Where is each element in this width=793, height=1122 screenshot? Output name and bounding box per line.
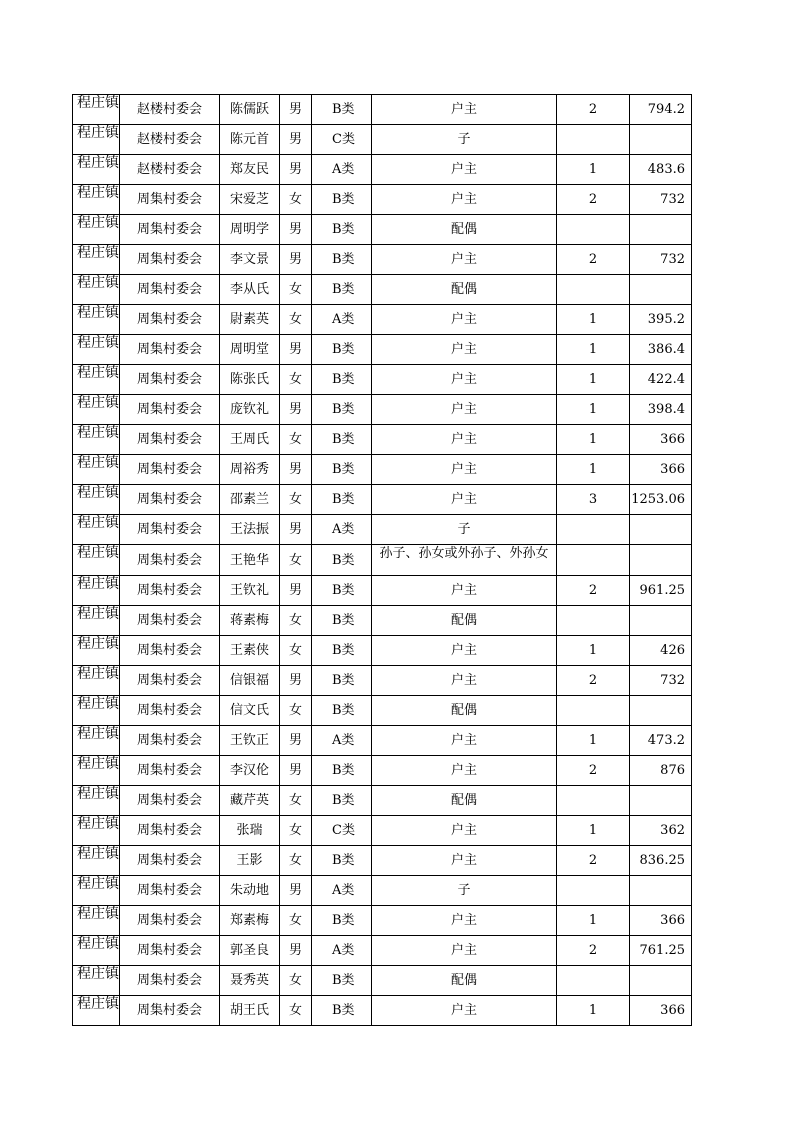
village-cell: 周集村委会 [120,936,220,966]
category-cell: B类 [312,95,372,125]
person-name-cell: 陈儒跃 [220,95,280,125]
household-count-cell: 2 [557,666,630,696]
town-cell: 程庄镇 [73,996,120,1026]
table-row [73,936,692,966]
town-cell: 程庄镇 [73,636,120,666]
gender-cell: 女 [280,816,312,846]
person-name-cell: 蒋素梅 [220,606,280,636]
amount-cell [630,876,692,906]
household-count-cell: 2 [557,576,630,606]
relation-cell: 户主 [372,305,557,335]
village-cell: 周集村委会 [120,726,220,756]
table-row [73,966,692,996]
gender-cell: 女 [280,425,312,455]
category-cell: B类 [312,906,372,936]
household-count-cell: 1 [557,155,630,185]
category-cell: B类 [312,756,372,786]
category-cell: B类 [312,666,372,696]
gender-cell: 男 [280,95,312,125]
town-cell: 程庄镇 [73,515,120,545]
gender-cell: 女 [280,786,312,816]
gender-cell: 女 [280,966,312,996]
town-cell: 程庄镇 [73,876,120,906]
gender-cell: 男 [280,666,312,696]
category-cell: B类 [312,215,372,245]
village-cell: 周集村委会 [120,786,220,816]
village-cell: 赵楼村委会 [120,155,220,185]
village-cell: 赵楼村委会 [120,125,220,155]
table-row [73,906,692,936]
category-cell: B类 [312,545,372,576]
amount-cell: 732 [630,666,692,696]
amount-cell [630,515,692,545]
gender-cell: 女 [280,545,312,576]
village-cell: 周集村委会 [120,966,220,996]
village-cell: 周集村委会 [120,425,220,455]
relation-cell: 配偶 [372,786,557,816]
relation-cell: 配偶 [372,275,557,305]
town-cell: 程庄镇 [73,576,120,606]
village-cell: 周集村委会 [120,756,220,786]
relation-cell: 户主 [372,846,557,876]
amount-cell [630,696,692,726]
relation-cell: 户主 [372,245,557,275]
category-cell: B类 [312,636,372,666]
relation-cell: 子 [372,876,557,906]
table-row [73,636,692,666]
table-row [73,155,692,185]
relation-cell: 户主 [372,335,557,365]
person-name-cell: 胡王氏 [220,996,280,1026]
town-cell: 程庄镇 [73,696,120,726]
town-cell: 程庄镇 [73,155,120,185]
table-row [73,876,692,906]
relation-cell: 配偶 [372,966,557,996]
table-row [73,696,692,726]
amount-cell: 366 [630,906,692,936]
relation-cell: 户主 [372,485,557,515]
person-name-cell: 李从氏 [220,275,280,305]
household-count-cell: 2 [557,245,630,275]
relation-cell: 配偶 [372,696,557,726]
town-cell: 程庄镇 [73,95,120,125]
village-cell: 周集村委会 [120,876,220,906]
gender-cell: 男 [280,215,312,245]
town-cell: 程庄镇 [73,846,120,876]
person-name-cell: 王素侠 [220,636,280,666]
amount-cell: 426 [630,636,692,666]
town-cell: 程庄镇 [73,185,120,215]
household-count-cell [557,125,630,155]
table-row [73,726,692,756]
household-count-cell: 1 [557,335,630,365]
village-cell: 周集村委会 [120,365,220,395]
household-count-cell: 1 [557,395,630,425]
relation-cell: 子 [372,125,557,155]
amount-cell: 366 [630,996,692,1026]
household-count-cell: 2 [557,936,630,966]
amount-cell: 876 [630,756,692,786]
table-body [73,95,692,1026]
town-cell: 程庄镇 [73,966,120,996]
relation-cell: 子 [372,515,557,545]
table-row [73,455,692,485]
amount-cell: 732 [630,245,692,275]
town-cell: 程庄镇 [73,275,120,305]
relation-cell: 户主 [372,365,557,395]
table-row [73,275,692,305]
table-row [73,545,692,576]
amount-cell [630,606,692,636]
gender-cell: 女 [280,485,312,515]
person-name-cell: 王艳华 [220,545,280,576]
village-cell: 周集村委会 [120,485,220,515]
amount-cell: 366 [630,455,692,485]
household-count-cell [557,786,630,816]
category-cell: A类 [312,726,372,756]
amount-cell: 1253.06 [630,485,692,515]
household-count-cell: 1 [557,305,630,335]
town-cell: 程庄镇 [73,395,120,425]
relation-cell: 孙子、孙女或外孙子、外孙女 [372,545,557,576]
household-count-cell [557,215,630,245]
gender-cell: 女 [280,365,312,395]
village-cell: 赵楼村委会 [120,95,220,125]
gender-cell: 女 [280,606,312,636]
table-row [73,215,692,245]
table-row [73,125,692,155]
relation-cell: 配偶 [372,606,557,636]
amount-cell [630,786,692,816]
household-count-cell [557,545,630,576]
town-cell: 程庄镇 [73,606,120,636]
town-cell: 程庄镇 [73,215,120,245]
table-row [73,365,692,395]
person-name-cell: 聂秀英 [220,966,280,996]
table-row [73,816,692,846]
table-row [73,786,692,816]
gender-cell: 女 [280,636,312,666]
amount-cell: 422.4 [630,365,692,395]
gender-cell: 男 [280,936,312,966]
village-cell: 周集村委会 [120,606,220,636]
household-count-cell: 2 [557,846,630,876]
household-count-cell [557,696,630,726]
town-cell: 程庄镇 [73,425,120,455]
person-name-cell: 尉素英 [220,305,280,335]
town-cell: 程庄镇 [73,906,120,936]
amount-cell: 398.4 [630,395,692,425]
person-name-cell: 郑友民 [220,155,280,185]
amount-cell: 366 [630,425,692,455]
person-name-cell: 郭圣良 [220,936,280,966]
village-cell: 周集村委会 [120,275,220,305]
amount-cell [630,215,692,245]
household-count-cell: 2 [557,185,630,215]
village-cell: 周集村委会 [120,515,220,545]
amount-cell [630,125,692,155]
amount-cell: 395.2 [630,305,692,335]
village-cell: 周集村委会 [120,335,220,365]
village-cell: 周集村委会 [120,185,220,215]
town-cell: 程庄镇 [73,936,120,966]
category-cell: B类 [312,335,372,365]
person-name-cell: 李文景 [220,245,280,275]
town-cell: 程庄镇 [73,726,120,756]
table-row [73,996,692,1026]
category-cell: A类 [312,876,372,906]
village-cell: 周集村委会 [120,996,220,1026]
town-cell: 程庄镇 [73,455,120,485]
town-cell: 程庄镇 [73,365,120,395]
town-cell: 程庄镇 [73,816,120,846]
person-name-cell: 王影 [220,846,280,876]
relation-cell: 户主 [372,155,557,185]
village-cell: 周集村委会 [120,455,220,485]
town-cell: 程庄镇 [73,305,120,335]
table-row [73,485,692,515]
gender-cell: 女 [280,185,312,215]
table-row [73,395,692,425]
table-row [73,335,692,365]
amount-cell [630,275,692,305]
town-cell: 程庄镇 [73,245,120,275]
village-cell: 周集村委会 [120,696,220,726]
category-cell: A类 [312,515,372,545]
gender-cell: 男 [280,576,312,606]
relation-cell: 户主 [372,816,557,846]
category-cell: C类 [312,816,372,846]
person-name-cell: 王钦礼 [220,576,280,606]
table-row [73,185,692,215]
household-count-cell [557,515,630,545]
town-cell: 程庄镇 [73,756,120,786]
amount-cell: 794.2 [630,95,692,125]
person-name-cell: 宋爱芝 [220,185,280,215]
person-name-cell: 周明堂 [220,335,280,365]
relation-cell: 户主 [372,95,557,125]
table-row [73,425,692,455]
table-row [73,846,692,876]
category-cell: B类 [312,786,372,816]
town-cell: 程庄镇 [73,545,120,576]
relation-cell: 户主 [372,576,557,606]
person-name-cell: 周裕秀 [220,455,280,485]
person-name-cell: 郑素梅 [220,906,280,936]
category-cell: B类 [312,576,372,606]
village-cell: 周集村委会 [120,906,220,936]
household-count-cell [557,876,630,906]
assistance-roster-table [72,94,692,1026]
household-count-cell [557,966,630,996]
person-name-cell: 李汉伦 [220,756,280,786]
amount-cell: 961.25 [630,576,692,606]
relation-cell: 配偶 [372,215,557,245]
household-count-cell: 1 [557,455,630,485]
gender-cell: 男 [280,726,312,756]
amount-cell [630,545,692,576]
gender-cell: 女 [280,846,312,876]
relation-cell: 户主 [372,455,557,485]
person-name-cell: 张瑞 [220,816,280,846]
person-name-cell: 王法振 [220,515,280,545]
household-count-cell: 2 [557,95,630,125]
person-name-cell: 王周氏 [220,425,280,455]
household-count-cell: 1 [557,365,630,395]
relation-cell: 户主 [372,726,557,756]
gender-cell: 男 [280,395,312,425]
town-cell: 程庄镇 [73,125,120,155]
relation-cell: 户主 [372,756,557,786]
gender-cell: 男 [280,876,312,906]
amount-cell: 473.2 [630,726,692,756]
person-name-cell: 邵素兰 [220,485,280,515]
category-cell: B类 [312,966,372,996]
village-cell: 周集村委会 [120,846,220,876]
village-cell: 周集村委会 [120,816,220,846]
village-cell: 周集村委会 [120,305,220,335]
household-count-cell: 1 [557,816,630,846]
gender-cell: 男 [280,335,312,365]
gender-cell: 女 [280,305,312,335]
village-cell: 周集村委会 [120,395,220,425]
category-cell: B类 [312,696,372,726]
category-cell: A类 [312,155,372,185]
person-name-cell: 周明学 [220,215,280,245]
category-cell: A类 [312,305,372,335]
category-cell: C类 [312,125,372,155]
table-row [73,95,692,125]
household-count-cell: 3 [557,485,630,515]
household-count-cell: 1 [557,636,630,666]
table-row [73,305,692,335]
town-cell: 程庄镇 [73,485,120,515]
category-cell: B类 [312,606,372,636]
village-cell: 周集村委会 [120,666,220,696]
town-cell: 程庄镇 [73,786,120,816]
relation-cell: 户主 [372,425,557,455]
gender-cell: 男 [280,245,312,275]
relation-cell: 户主 [372,996,557,1026]
category-cell: B类 [312,996,372,1026]
household-count-cell: 1 [557,906,630,936]
person-name-cell: 庞钦礼 [220,395,280,425]
amount-cell: 732 [630,185,692,215]
household-count-cell [557,275,630,305]
table-row [73,606,692,636]
relation-cell: 户主 [372,666,557,696]
table-row [73,666,692,696]
gender-cell: 女 [280,996,312,1026]
person-name-cell: 藏芹英 [220,786,280,816]
amount-cell: 761.25 [630,936,692,966]
category-cell: B类 [312,185,372,215]
household-count-cell: 1 [557,726,630,756]
gender-cell: 女 [280,906,312,936]
relation-cell: 户主 [372,906,557,936]
gender-cell: 男 [280,155,312,185]
amount-cell: 386.4 [630,335,692,365]
person-name-cell: 朱动地 [220,876,280,906]
amount-cell: 483.6 [630,155,692,185]
relation-cell: 户主 [372,636,557,666]
table-row [73,756,692,786]
category-cell: B类 [312,365,372,395]
village-cell: 周集村委会 [120,576,220,606]
gender-cell: 女 [280,275,312,305]
village-cell: 周集村委会 [120,636,220,666]
town-cell: 程庄镇 [73,335,120,365]
household-count-cell [557,606,630,636]
category-cell: B类 [312,455,372,485]
gender-cell: 女 [280,696,312,726]
category-cell: B类 [312,275,372,305]
person-name-cell: 王钦正 [220,726,280,756]
relation-cell: 户主 [372,185,557,215]
category-cell: B类 [312,425,372,455]
table-row [73,576,692,606]
household-count-cell: 1 [557,425,630,455]
gender-cell: 男 [280,515,312,545]
gender-cell: 男 [280,756,312,786]
household-count-cell: 2 [557,756,630,786]
relation-cell: 户主 [372,395,557,425]
person-name-cell: 陈张氏 [220,365,280,395]
category-cell: B类 [312,245,372,275]
category-cell: B类 [312,846,372,876]
village-cell: 周集村委会 [120,215,220,245]
amount-cell: 362 [630,816,692,846]
gender-cell: 男 [280,125,312,155]
table-row [73,245,692,275]
village-cell: 周集村委会 [120,545,220,576]
town-cell: 程庄镇 [73,666,120,696]
amount-cell [630,966,692,996]
category-cell: A类 [312,936,372,966]
person-name-cell: 信银福 [220,666,280,696]
amount-cell: 836.25 [630,846,692,876]
category-cell: B类 [312,395,372,425]
gender-cell: 男 [280,455,312,485]
person-name-cell: 信文氏 [220,696,280,726]
household-count-cell: 1 [557,996,630,1026]
relation-cell: 户主 [372,936,557,966]
table-row [73,515,692,545]
person-name-cell: 陈元首 [220,125,280,155]
village-cell: 周集村委会 [120,245,220,275]
category-cell: B类 [312,485,372,515]
